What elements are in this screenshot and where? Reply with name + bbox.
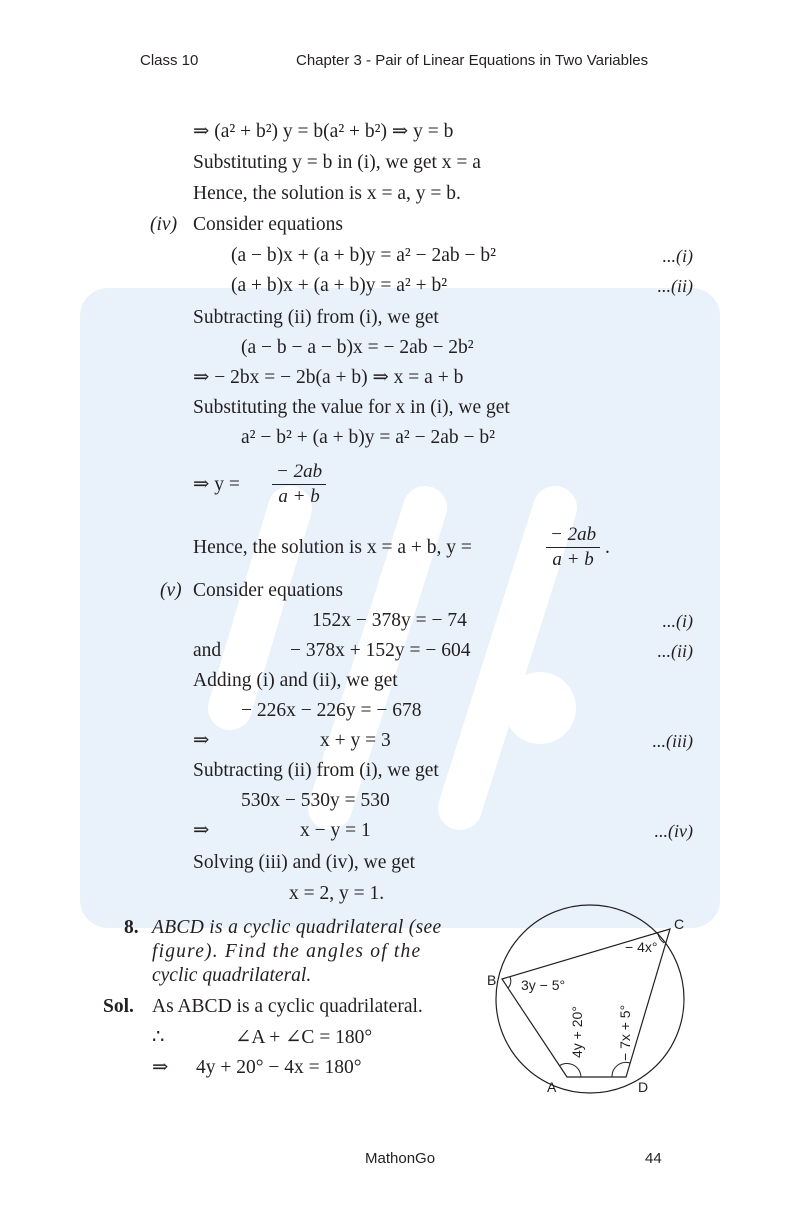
equation-ref: ...(ii)	[657, 276, 693, 296]
text-line: Adding (i) and (ii), we get	[193, 670, 398, 691]
text-line: Subtracting (ii) from (i), we get	[193, 760, 439, 781]
fraction	[272, 460, 326, 509]
angle-label-b: 3y − 5°	[521, 977, 566, 993]
cyclic-quadrilateral-figure	[480, 895, 710, 1100]
math-line: ⇒ (a² + b²) y = b(a² + b²) ⇒ y = b	[193, 121, 454, 142]
implies-symbol: ⇒	[152, 1057, 169, 1078]
part-label-iv: (iv)	[150, 214, 178, 235]
text-line: Consider equations	[193, 214, 344, 235]
text-line: Subtracting (ii) from (i), we get	[193, 307, 439, 328]
text-line: Hence, the solution is x = a + b, y =	[193, 537, 472, 558]
question-text: ABCD is a cyclic quadrilateral (see	[152, 917, 442, 938]
footer-brand: MathonGo	[365, 1150, 436, 1167]
equation: (a + b)x + (a + b)y = a² + b²	[231, 275, 448, 296]
period: .	[605, 537, 610, 558]
text-line: Solving (iii) and (iv), we get	[193, 852, 416, 873]
equation: ∠A + ∠C = 180°	[235, 1027, 373, 1048]
text-line: Consider equations	[193, 580, 344, 601]
fraction-denominator: a + b	[278, 486, 320, 507]
angle-label-d: − 7x + 5°	[617, 1004, 633, 1061]
text-line: Substituting y = b in (i), we get x = a	[193, 152, 481, 173]
vertex-label-c: C	[674, 916, 685, 932]
equation: 530x − 530y = 530	[241, 790, 390, 811]
equation-ref: ...(i)	[662, 611, 693, 631]
equation-ref: ...(iii)	[652, 731, 693, 751]
question-number: 8.	[124, 917, 139, 938]
fraction	[546, 523, 600, 572]
equation: (a − b − a − b)x = − 2ab − 2b²	[241, 337, 474, 358]
equation: x + y = 3	[320, 730, 391, 751]
equation-ref: ...(ii)	[657, 641, 693, 661]
equation-ref: ...(i)	[662, 246, 693, 266]
equation: 4y + 20° − 4x = 180°	[196, 1057, 362, 1078]
angle-label-a: 4y + 20°	[569, 1006, 585, 1058]
equation: − 378x + 152y = − 604	[290, 640, 471, 661]
page-number: 44	[645, 1150, 662, 1167]
fraction-numerator: − 2ab	[272, 460, 326, 485]
text-line: and	[193, 640, 222, 661]
equation: 152x − 378y = − 74	[312, 610, 467, 631]
equation: x − y = 1	[300, 820, 371, 841]
equation-ref: ...(iv)	[654, 821, 693, 841]
therefore-symbol: ∴	[152, 1027, 165, 1048]
text-line: Substituting the value for x in (i), we get	[193, 397, 510, 418]
vertex-label-b: B	[487, 972, 497, 988]
question-text: cyclic quadrilateral.	[152, 965, 312, 986]
question-text: figure). Find the angles of the	[152, 941, 422, 962]
equation: x = 2, y = 1.	[289, 883, 385, 904]
equation: a² − b² + (a + b)y = a² − 2ab − b²	[241, 427, 495, 448]
fraction-numerator: − 2ab	[546, 523, 600, 548]
header-chapter: Chapter 3 - Pair of Linear Equations in Two Variables	[296, 52, 649, 69]
vertex-label-a: A	[547, 1079, 557, 1095]
angle-label-c: − 4x°	[625, 939, 658, 955]
text-line: Hence, the solution is x = a, y = b.	[193, 183, 461, 204]
equation: (a − b)x + (a + b)y = a² − 2ab − b²	[231, 245, 497, 266]
fraction-denominator: a + b	[552, 549, 594, 570]
solution-label: Sol.	[103, 996, 134, 1017]
equation: ⇒ − 2bx = − 2b(a + b) ⇒ x = a + b	[193, 367, 464, 388]
header-class: Class 10	[140, 52, 199, 69]
equation: − 226x − 226y = − 678	[241, 700, 422, 721]
implies-symbol: ⇒	[193, 730, 210, 751]
implies-symbol: ⇒	[193, 820, 210, 841]
vertex-label-d: D	[638, 1079, 649, 1095]
equation: ⇒ y =	[193, 474, 240, 495]
text-line: As ABCD is a cyclic quadrilateral.	[152, 996, 423, 1017]
part-label-v: (v)	[160, 580, 182, 601]
